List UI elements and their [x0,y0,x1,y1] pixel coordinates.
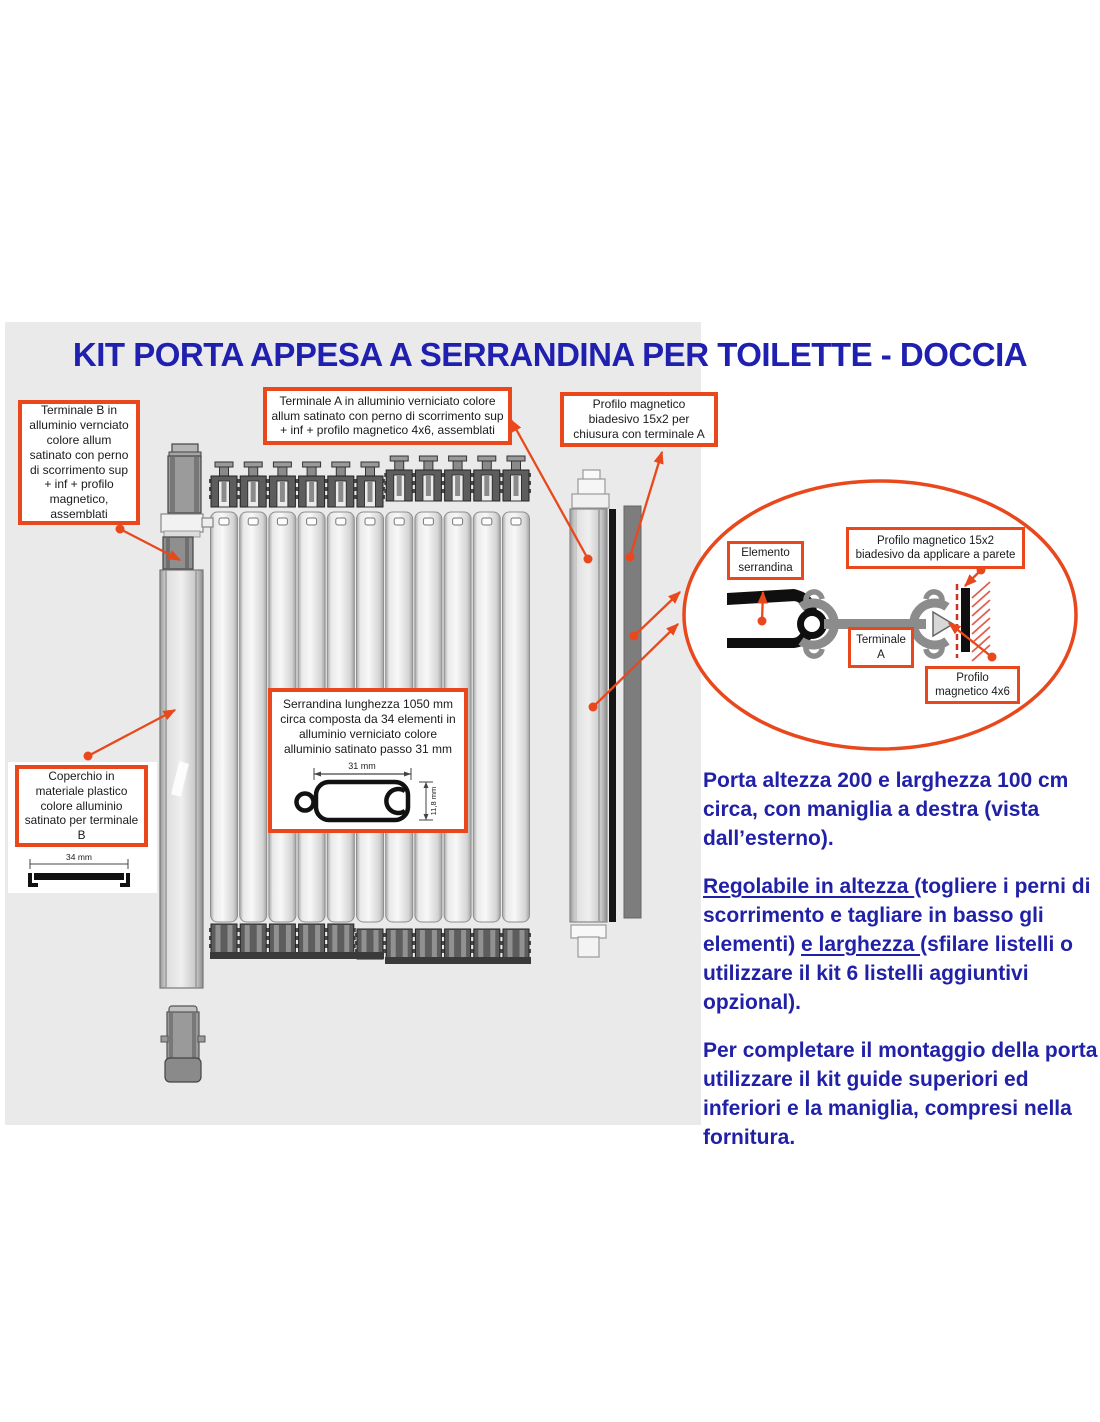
slat-section-diagram [272,757,464,827]
shutter-element-lower [727,638,794,648]
dim-34mm: 34 mm [66,852,92,862]
underline-regolabile: Regolabile in altezza [703,875,915,898]
label-box-coperchio [15,765,148,847]
slat-c-hook [386,789,405,813]
label-box-elemento-serrandina [727,541,804,580]
label-box-terminale-b [18,400,140,525]
label-box-terminale-a [263,387,512,445]
label-box-profilo-15x2 [846,527,1025,569]
label-profilo-biadesivo: Profilo magnetico biadesivo 15x2 per chiusura con terminale A [573,397,705,441]
shutter-bottom-combs [209,924,531,964]
slat-hook-ring [297,793,314,810]
arrow-profilo-biadesivo [630,452,662,557]
coperchio-diagram [8,849,157,893]
paragraph-dimensions: Porta altezza 200 e larghezza 100 cm circa, con maniglia a destra (vista dall’esterno). [703,769,1069,850]
page-title: KIT PORTA APPESA A SERRANDINA PER TOILETTE - DOCCIA [72,336,1028,373]
label-elemento-serrandina: Elemento serrandina [738,547,793,574]
label-terminale-a: Terminale A in alluminio verniciato colore allum satinato con perno di scorrimento sup + inf + profilo magnetico 4x6, assemblati [271,393,504,438]
label-terminale-b: Terminale B in alluminio vernciato colore allum satinato con perno di scorrimento sup + inf + profilo magnetico, assemblati [29,403,129,522]
label-serrandina: Serrandina lunghezza 1050 mm circa composta da 34 elementi in alluminio verniciato colore alluminio satinato passo 31 mm [280,697,456,756]
label-box-serrandina [268,688,468,833]
underline-larghezza: e larghezza [801,933,921,956]
label-box-profilo-biadesivo [560,392,718,447]
terminale-a-assembly [570,470,641,957]
label-profilo-4x6: Profilo magnetico 4x6 [935,671,1010,698]
paragraph-mounting: Per completare il montaggio della porta utilizzare il kit guide superiori ed inferiori e la maniglia, compresi nella fornitura. [703,1039,1098,1149]
terminale-b-assembly [160,444,213,1082]
cap-profile-bar [34,873,124,880]
shutter-top-pins [209,456,531,507]
paragraph-adjustability: Regolabile in altezza (togliere i perni di scorrimento e tagliare in basso gli elementi) e larghezza (sfilare listelli o utilizzare il kit 6 listelli aggiuntivi opzional). [703,875,1091,1014]
element-hinge-ball [801,613,824,636]
dim-31mm: 31 mm [348,760,376,771]
label-box-profilo-4x6 [925,666,1020,704]
profilo-magnetico-4x6-strip [609,509,616,922]
detail-ellipse [684,481,1076,749]
label-coperchio: Coperchio in materiale plastico colore alluminio satinato per terminale B [24,769,139,842]
label-box-terminale-a-detail [848,627,914,668]
coperchio-panel [8,762,157,893]
label-terminale-a-detail: Terminale A [856,634,906,661]
dim-11-8mm: 11,8 mm [429,786,438,815]
profilo-biadesivo-strip [624,506,641,918]
wall-magnet-strip [961,588,970,652]
description-text [703,766,1100,1171]
label-profilo-15x2: Profilo magnetico 15x2 biadesivo da applicare a parete [855,534,1016,561]
